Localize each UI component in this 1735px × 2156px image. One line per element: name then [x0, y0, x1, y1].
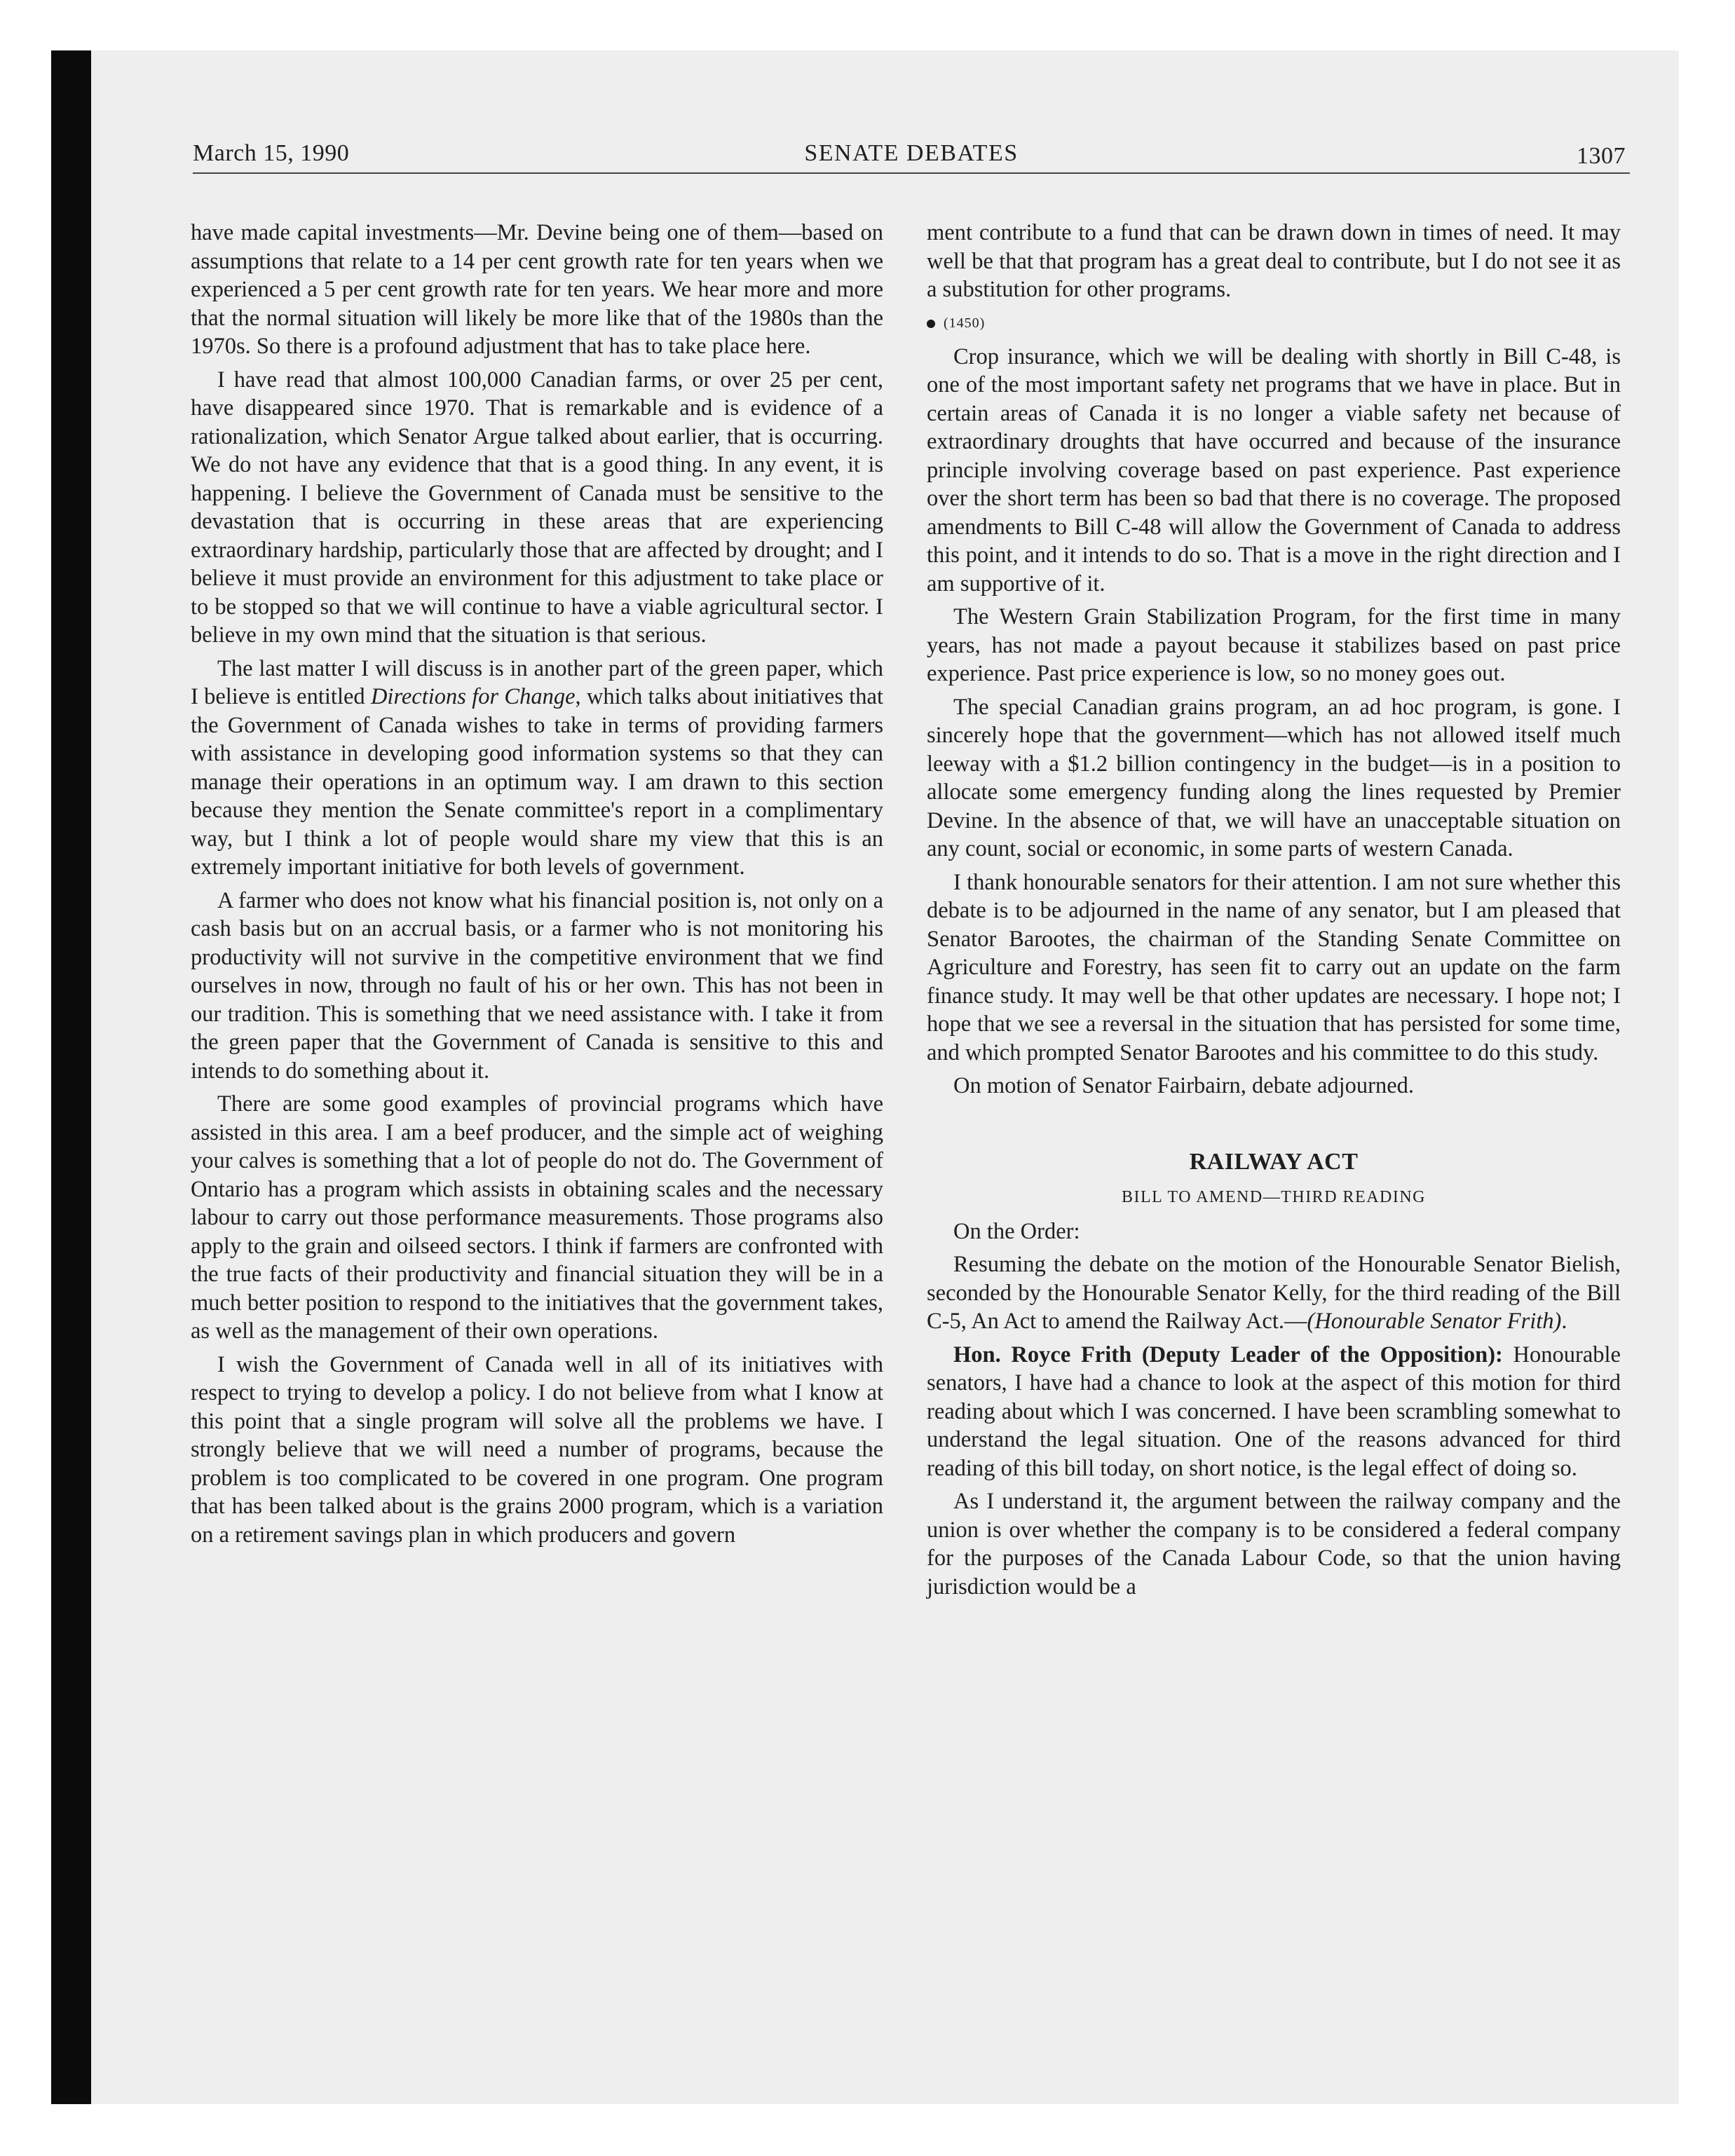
left-column [191, 219, 883, 1554]
paragraph-text: , which talks about initiatives that the Government of Canada wishes to take in terms of providing farmers with assistance in developing good information systems so that they can manage their operations in an optimum way. I am drawn to this section because they mention the Senate committee's report in a complimentary way, but I think a lot of people would share my view that this is an extremely important initiative for both levels of government. [191, 684, 883, 880]
speaker-name: Hon. Royce Frith (Deputy Leader of the Opposition): [953, 1342, 1503, 1367]
paragraph-text: The last matter I will discuss is in another part of the green paper, which I believe is entitled [191, 655, 883, 709]
order-quote [927, 1250, 1621, 1336]
green-paper-title: Directions for Change [370, 684, 576, 709]
paragraph: I thank honourable senators for their attention. I am not sure whether this debate is to be adjourned in the name of any senator, but I am pleased that Senator Barootes, the chairman of the Standing Senate Committee on Agriculture and Forestry, has seen fit to carry out an update on the farm finance study. It may well be that other updates are necessary. I hope not; I hope that we see a reversal in the situation that has persisted for some time, and which prompted Senator Barootes and his committee to do this study. [927, 869, 1621, 1065]
paragraph [927, 1341, 1621, 1483]
paragraph: Crop insurance, which we will be dealing with shortly in Bill C-48, is one of the most important safety net programs that we have in place. But in certain areas of Canada it is no longer a viable safety net because of extraordinary droughts that have occurred and because of the insurance principle involving coverage based on past experience. Past experience over the short term has been so bad that there is no coverage. The proposed amendments to Bill C-48 will allow the Government of Canada to address this point, and it intends to do so. That is a move in the right direction and I am supportive of it. [927, 343, 1621, 596]
paragraph [191, 655, 883, 882]
scan-edge-shadow [51, 50, 91, 2104]
paragraph: The Western Grain Stabilization Program, for the first time in many years, has not made a payout because it stabilizes based on past price experience. Past price experience is low, so no money goes out. [927, 604, 1621, 686]
time-marker-text: (1450) [944, 315, 986, 331]
paragraph: There are some good examples of provincial programs which have assisted in this area. I am a beef producer, and the simple act of weighing your calves is something that a lot of people do not do. The Government of Ontario has a program which assists in obtaining scales and the necessary labour to carry out those performance measurements. Those programs also apply to the grain and oilseed sectors. I think if farmers are confronted with the true facts of their productivity and financial situation they will be in a much better position to respond to the initiatives that the government takes, as well as the management of their own operations. [191, 1091, 883, 1344]
paragraph: I have read that almost 100,000 Canadian farms, or over 25 per cent, have disappeared since 1970. That is remarkable and is evidence of a rationalization, which Senator Argue talked about earlier, that is occurring. We do not have any evidence that that is a good thing. In any event, it is happening. I believe the Government of Canada must be sensitive to the devastation that is occurring in these areas that are experiencing extraordinary hardship, particularly those that are affected by drought; and I believe it must provide an environment for this adjustment to take place or to be stopped so that we will continue to have a viable agricultural sector. I believe in my own mind that the situation is that serious. [191, 367, 883, 648]
bullet-icon [927, 320, 935, 328]
paragraph: On motion of Senator Fairbairn, debate adjourned. [953, 1073, 1415, 1098]
time-marker [927, 309, 1621, 337]
quote-text: Resuming the debate on the motion of the Honourable Senator Bielish, seconded by the Honourable Senator Kelly, for the third reading of the Bill C-5, An Act to amend the Railway Act.— [927, 1252, 1621, 1334]
order-line: On the Order: [953, 1218, 1080, 1244]
section-subtitle: BILL TO AMEND—THIRD READING [1121, 1188, 1427, 1206]
header-date: March 15, 1990 [193, 140, 350, 166]
paragraph: The special Canadian grains program, an ad hoc program, is gone. I sincerely hope that the government—which has not allowed itself much leeway with a $1.2 billion contingency in the budget—is in a position to allocate some emergency funding along the lines requested by Premier Devine. In the absence of that, we will have an unacceptable situation on any count, social or economic, in some parts of western Canada. [927, 694, 1621, 861]
paragraph: I wish the Government of Canada well in all of its initiatives with respect to trying to develop a policy. I do not believe from what I know at this point that a single program will solve all the problems we have. I strongly believe that we will need a number of programs, because the problem is too complicated to be covered in one program. One program that has been talked about is the grains 2000 program, which is a variation on a retirement savings plan in which producers and govern [191, 1351, 883, 1548]
paragraph: ment contribute to a fund that can be drawn down in times of need. It may well be that that program has a great deal to contribute, but I do not see it as a substitution for other programs. [927, 220, 1621, 302]
paragraph: have made capital investments—Mr. Devine being one of them—based on assumptions that relate to a 14 per cent growth rate for ten years when we experienced a 5 per cent growth rate for ten years. We hear more and more that the normal situation will likely be more like that of the 1980s than the 1970s. So there is a profound adjustment that has to take place here. [191, 220, 883, 359]
paragraph: As I understand it, the argument between the railway company and the union is over whether the company is to be considered a federal company for the purposes of the Canada Labour Code, so that the union having jurisdiction would be a [927, 1489, 1621, 1599]
right-column [927, 219, 1621, 1606]
header-title: SENATE DEBATES [804, 140, 1019, 166]
header-page-number: 1307 [1577, 143, 1626, 169]
paragraph: A farmer who does not know what his financial position is, not only on a cash basis but on an accrual basis, or a farmer who is not monitoring his productivity will not survive in the competitive environment that we find ourselves in now, through no fault of his or her own. This has not been in our tradition. This is something that we need assistance with. I take it from the green paper that the Government of Canada is sensitive to this and intends to do something about it. [191, 887, 883, 1084]
quote-attribution: (Honourable Senator Frith) [1307, 1309, 1562, 1334]
section-title: RAILWAY ACT [1189, 1148, 1359, 1175]
quote-end: . [1561, 1309, 1567, 1334]
paragraph-text: Honourable senators, I have had a chance to look at the aspect of this motion for third reading about which I was concerned. I have been scrambling somewhat to understand the legal situation. One of the reasons advanced for third reading of this bill today, on short notice, is the legal effect of doing so. [927, 1342, 1621, 1481]
page-header [193, 140, 1630, 174]
